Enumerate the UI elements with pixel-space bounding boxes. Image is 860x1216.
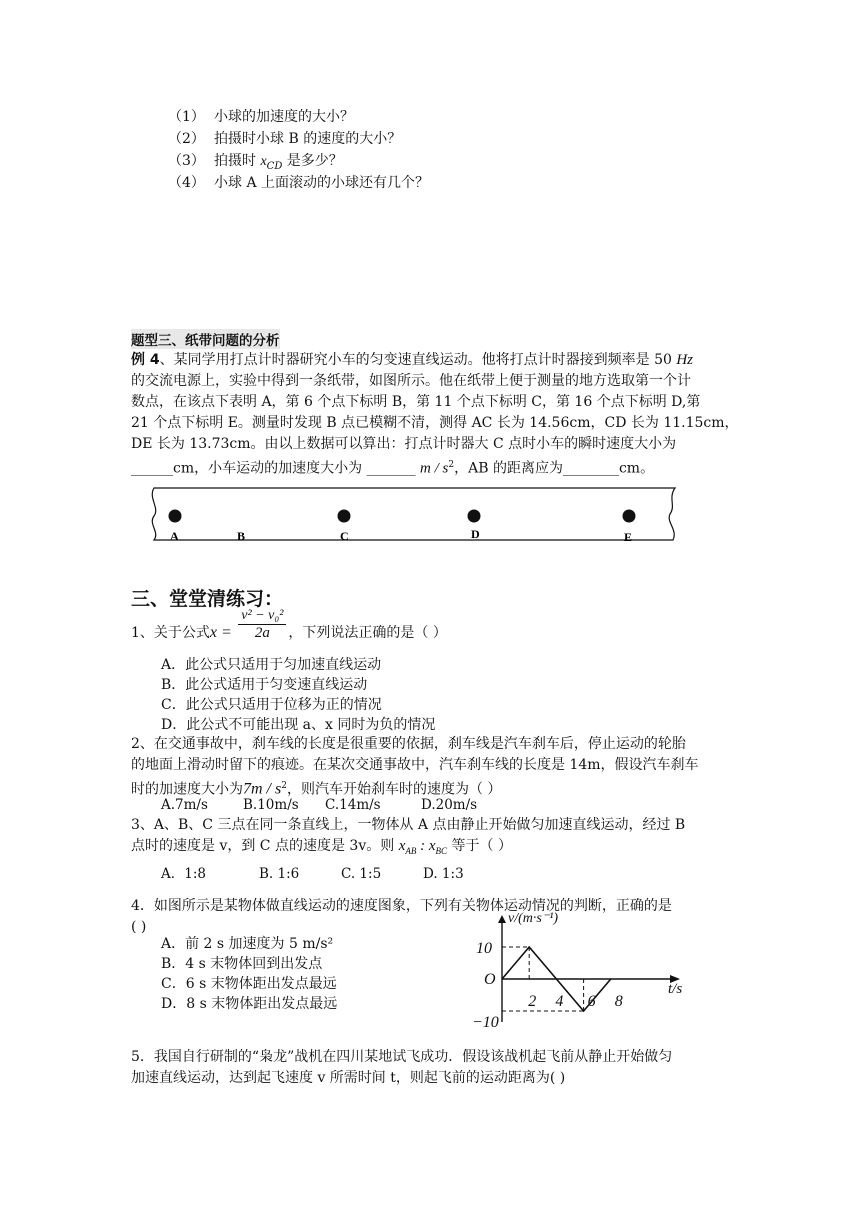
y-tick-neg10: −10 xyxy=(472,1014,499,1030)
q4-option-b: B．4 s 末物体回到出发点 xyxy=(161,956,323,972)
q3-stem: 3、A、B、C 三点在同一条直线上，一物体从 A 点由静止开始做匀加速直线运动，经过 B 点时的速度是 v，到 C 点的速度是 3v。则 $x_{AB}$ : $x_{BC}$ 等于（ ） xyxy=(131,817,686,856)
q4-options xyxy=(161,934,337,1014)
q2-option-d: D.20m/s xyxy=(421,797,478,813)
q1-option-b: B．此公式适用于匀变速直线运动 xyxy=(161,677,368,693)
q4-stem: 4．如图所示是某物体做直线运动的速度图象，下列有关物体运动情况的判断，正确的是 ( ) xyxy=(131,898,672,935)
example-4-paragraph: 例 4、某同学用打点计时器研究小车的匀变速直线运动。他将打点计时器接到频率是 50 Hz 的交流电源上，实验中得到一条纸带，如图所示。他在纸带上便于测量的地方选取第一个计 数点，在该点下表明 A，第 6 个点下标明 B，第 11 个点下标明 C，第 16 个点下标明 D,第 21 个点下标明 E。测量时发现 B 点已模糊不清，测得 AC 长为 14.56cm，CD 长为 11.15cm， DE 长为 13.73cm。由以上数据可以算出：打点计时器大 C 点时小车的瞬时速度大小为 ______cm，小车运动的加速度大小为 _______ m / $s^2$，AB 的距离应为________cm。 xyxy=(131,352,739,477)
q1-option-a: A．此公式只适用于匀加速直线运动 xyxy=(161,657,382,673)
x-tick-2: 2 xyxy=(528,993,537,1010)
tape-dot-d xyxy=(468,510,481,523)
tape-dot-a xyxy=(169,510,182,523)
q3-option-d: D. 1:3 xyxy=(423,866,464,882)
tape-dot-c xyxy=(338,510,351,523)
y-axis-label: v/(m·s⁻¹) xyxy=(508,911,559,926)
question-1: （1） 小球的加速度的大小？ xyxy=(168,109,354,125)
example-label: 例 4 xyxy=(131,352,160,368)
y-tick-10: 10 xyxy=(476,940,492,957)
x-tick-6: 6 xyxy=(587,993,596,1010)
question-2: （2） 拍摄时小球 B 的速度的大小？ xyxy=(168,131,402,147)
practice-heading: 三、堂堂清练习： xyxy=(131,588,284,610)
q1-option-d: D．此公式不可能出现 a、x 同时为负的情况 xyxy=(161,717,436,733)
tape-label-d: D xyxy=(471,527,480,541)
chart-labels xyxy=(472,911,682,1030)
q2-option-c: C.14m/s xyxy=(325,797,381,813)
q1-stem: 1、关于公式x = $\frac{\text{v² − v₀²}}{2a}$ ，下列说法正确的是（ ） xyxy=(131,608,447,641)
q4-option-d: D．8 s 末物体距出发点最远 xyxy=(161,996,338,1012)
tape-label-b: B xyxy=(237,529,246,543)
q3-options xyxy=(161,862,464,882)
tape-label-e: E xyxy=(624,530,633,544)
x-tick-4: 4 xyxy=(555,993,564,1010)
velocity-time-chart xyxy=(470,910,700,1030)
tape-label-a: A xyxy=(170,529,179,543)
x-tick-8: 8 xyxy=(614,993,623,1010)
q4-option-c: C．6 s 末物体距出发点最远 xyxy=(161,976,337,992)
y-axis-arrow xyxy=(498,915,506,923)
q5-stem: 5．我国自行研制的“枭龙”战机在四川某地试飞成功．假设该战机起飞前从静止开始做匀 加速直线运动，达到起飞速度 v 所需时间 t，则起飞前的运动距离为( ) xyxy=(131,1049,673,1086)
q3-ratio: $x_{AB}$ : $x_{BC}$ xyxy=(398,838,448,856)
tape-label-c: C xyxy=(340,529,349,543)
q2-stem: 2、在交通事故中，刹车线的长度是很重要的依据，刹车线是汽车刹车后，停止运动的轮胎 的地面上滑动时留下的痕迹。在某次交通事故中，汽车刹车线的长度是 14m，假设汽车刹车 时的加速度大小为$7m / s^2$，则汽车开始刹车时的速度为（ ） xyxy=(131,736,699,798)
x-axis-label: t/s xyxy=(668,981,683,997)
q3-option-b: B. 1:6 xyxy=(259,866,300,882)
tape-dot-e xyxy=(623,510,636,523)
q1-options xyxy=(161,655,435,735)
q3-option-a: A．1:8 xyxy=(161,866,206,882)
question-4: （4） 小球 A 上面滚动的小球还有几个？ xyxy=(168,175,430,191)
q3-option-c: C. 1:5 xyxy=(341,866,382,882)
q1-option-c: C．此公式只适用于位移为正的情况 xyxy=(161,697,382,713)
q4-option-a: A．前 2 s 加速度为 5 m/s² xyxy=(161,936,334,952)
question-3: （3） 拍摄时 $x_{CD}$ 是多少？ xyxy=(168,153,343,172)
q2-options xyxy=(161,797,477,813)
q2-option-b: B.10m/s xyxy=(243,797,299,813)
y-tick-origin: O xyxy=(484,971,496,988)
q1-fraction: $\frac{\text{v² − v₀²}}{2a}$ xyxy=(238,608,286,642)
paper-tape-diagram xyxy=(130,480,690,550)
section-title: 题型三、纸带问题的分析 xyxy=(131,329,280,349)
q2-option-a: A.7m/s xyxy=(161,797,208,813)
